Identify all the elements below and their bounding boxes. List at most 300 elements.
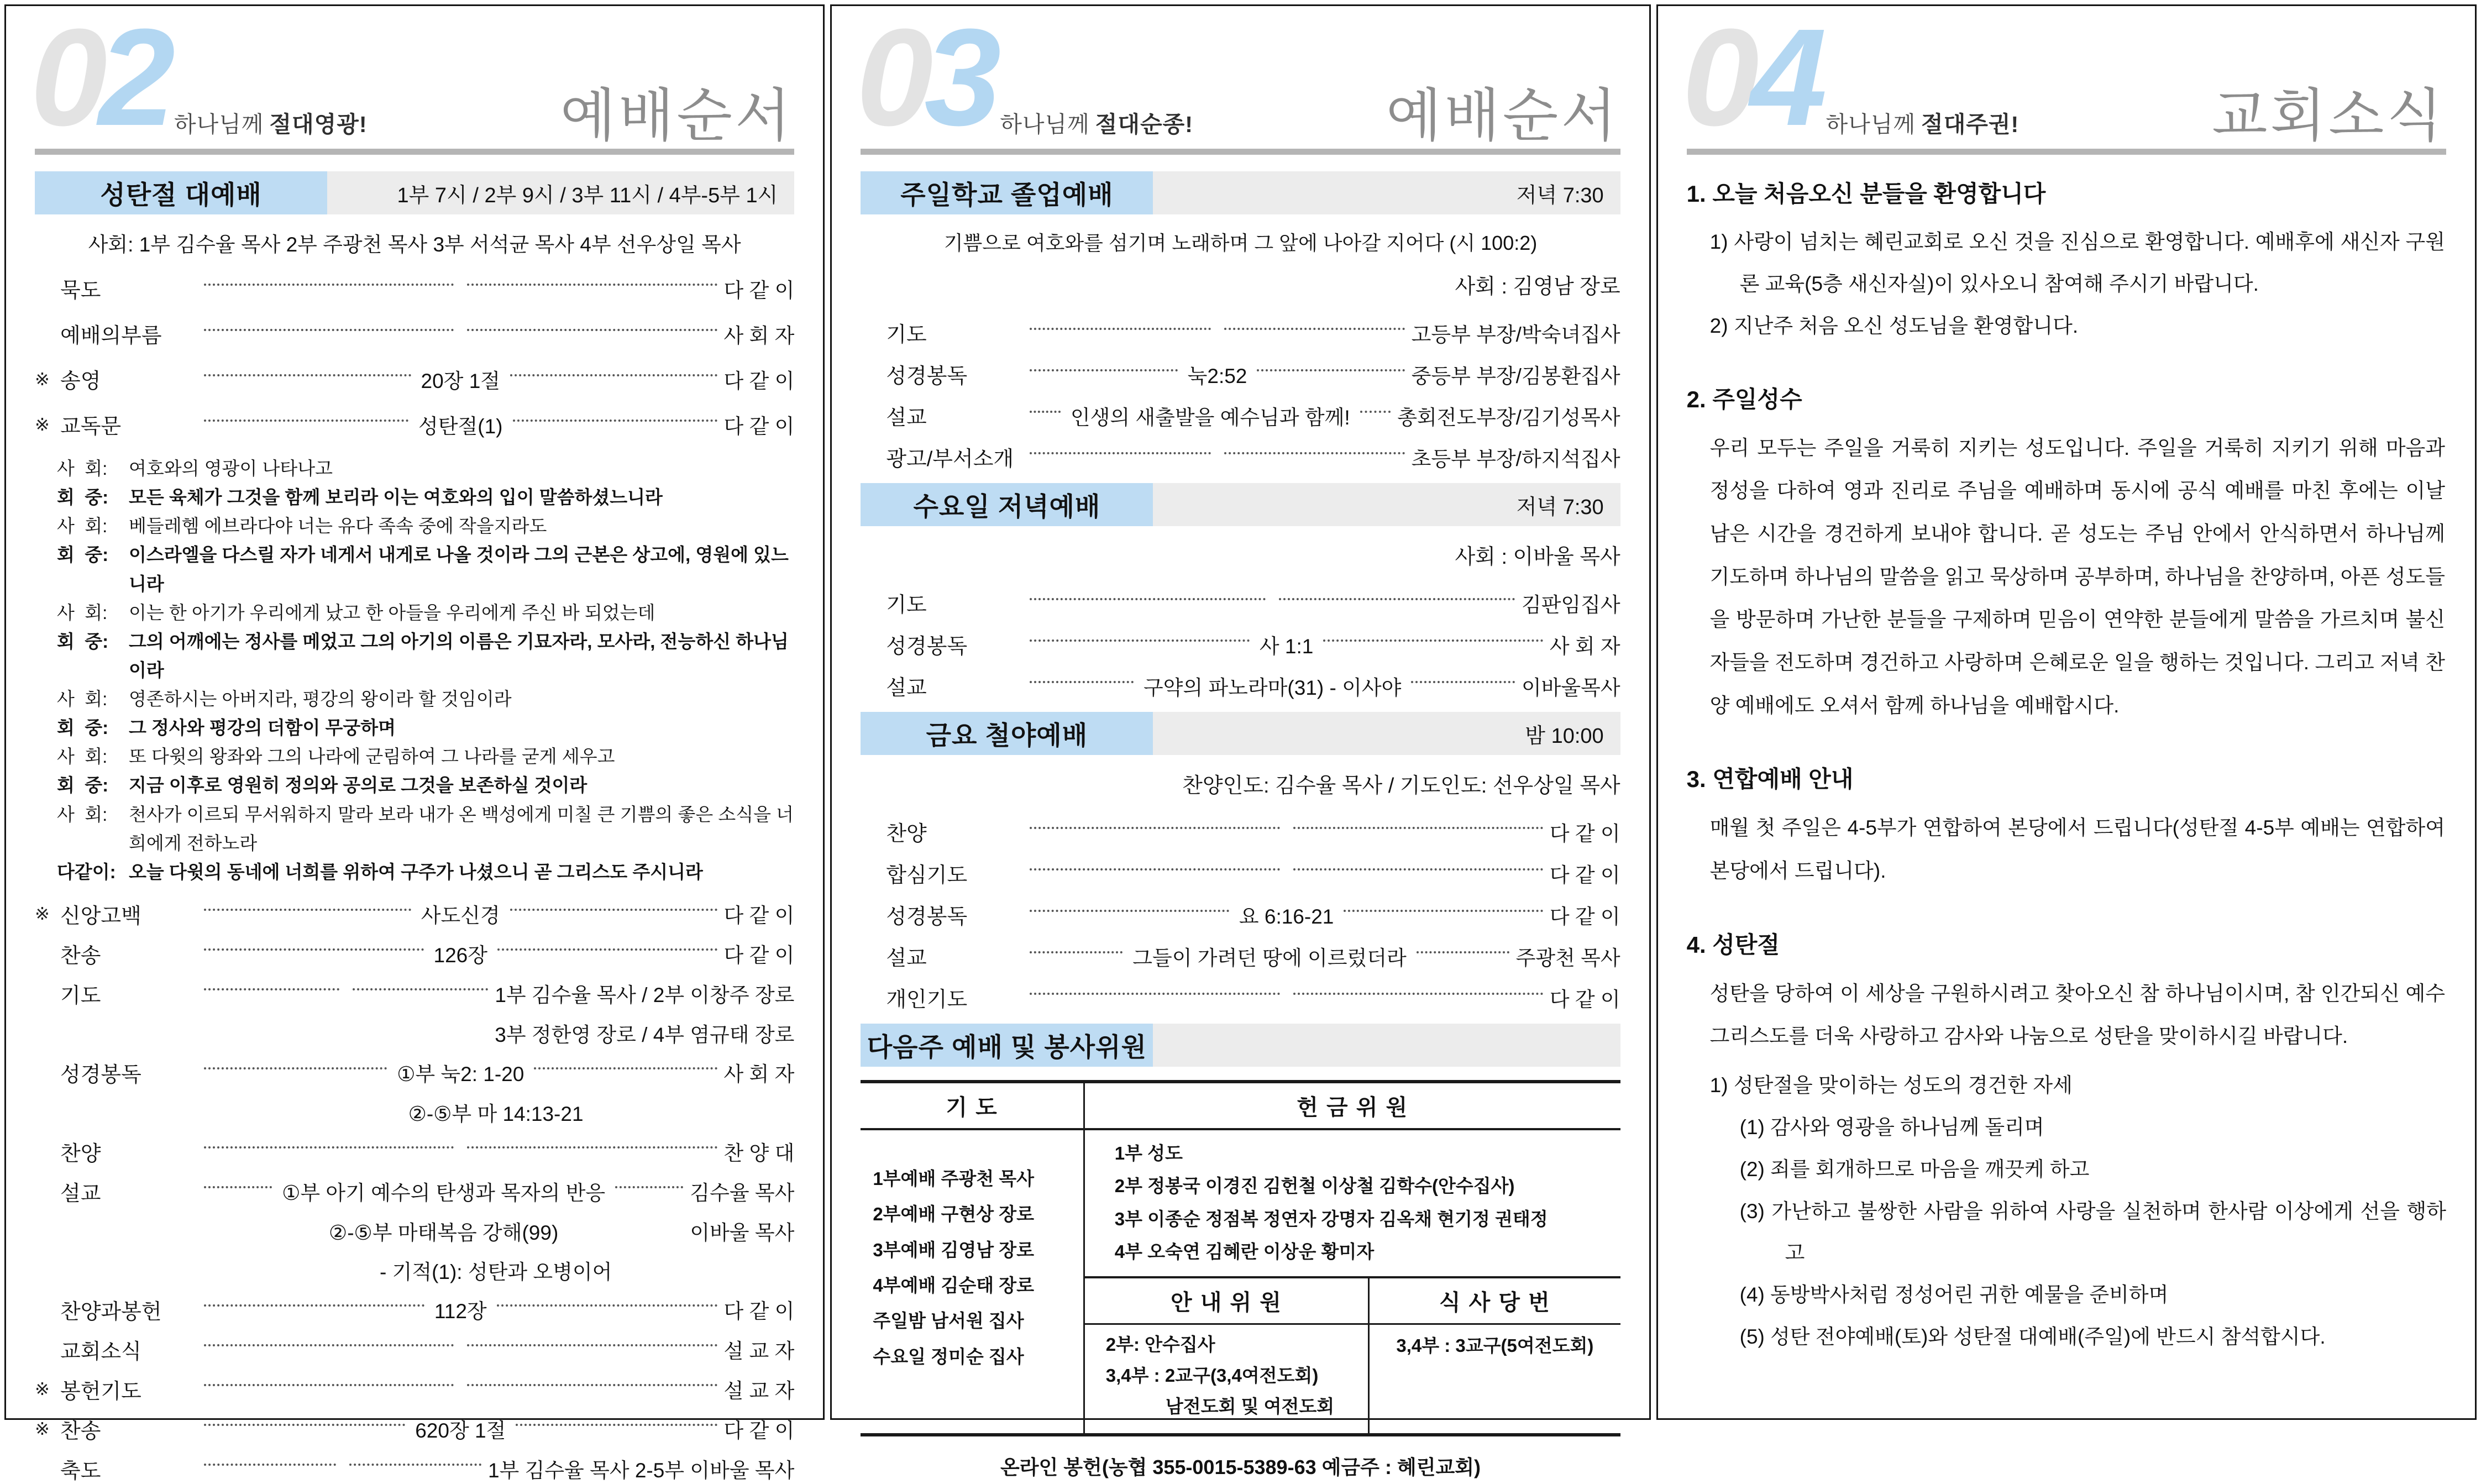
order-person: 김수율 목사 xyxy=(690,1182,795,1205)
stand-mark: ※ xyxy=(35,1379,50,1399)
section-heading-christmas-service xyxy=(35,171,794,214)
reading-speaker: 회 중: xyxy=(57,631,109,652)
order-label: 설교 xyxy=(886,677,927,700)
order-person: 다 같 이 xyxy=(1549,905,1620,928)
tagline xyxy=(174,106,368,139)
dot-leader xyxy=(467,1344,717,1346)
dot-leader xyxy=(1411,681,1515,683)
reading-line xyxy=(57,599,794,627)
announcement-sub-sub-item: (2) 죄를 회개하므로 마음을 깨끗케 하고 xyxy=(1739,1157,2090,1181)
reading-speaker: 다같이: xyxy=(57,861,116,882)
order-label: 성경봉독 xyxy=(886,365,968,388)
dot-leader xyxy=(204,1146,454,1149)
order-label: 설교 xyxy=(886,947,927,970)
dot-leader xyxy=(204,284,454,286)
announcement xyxy=(1687,176,2446,347)
order-row xyxy=(35,1176,794,1207)
dot-leader xyxy=(1030,452,1210,454)
usher-line: 2부: 안수집사 xyxy=(1105,1334,1215,1355)
dot-leader xyxy=(1224,328,1405,330)
dot-leader xyxy=(1293,868,1543,871)
announcement-sub-sub-item: (3) 가난하고 불쌍한 사람을 위하여 사랑을 실천하며 한사람 이상에게 선을 행하고 xyxy=(1739,1199,2446,1265)
order-detail: 요 6:16-21 xyxy=(1239,905,1334,928)
order-person: 다 같 이 xyxy=(723,279,795,302)
order-row xyxy=(861,899,1620,930)
order-row-group xyxy=(35,1176,794,1285)
reading-text: 또 다윗의 왕좌와 그의 나라에 군림하여 그 나라를 굳게 세우고 xyxy=(129,746,615,767)
tagline xyxy=(1826,106,2020,139)
reading-line xyxy=(57,800,794,858)
column-header-meal: 식 사 당 번 xyxy=(1370,1278,1620,1325)
dot-leader xyxy=(516,1424,717,1426)
reading-speaker: 회 중: xyxy=(57,717,109,738)
order-detail: 620장 1절 xyxy=(415,1419,506,1443)
prayer-line: 수요일 정미순 집사 xyxy=(873,1346,1024,1367)
section-presider: 사회 : 김영남 장로 xyxy=(1455,275,1620,298)
page-number-digit: 2 xyxy=(98,0,167,154)
tagline-pre: 하나님께 xyxy=(1000,112,1090,137)
page-number-zero: 0 xyxy=(30,0,99,154)
page-number-digit: 3 xyxy=(924,0,993,154)
section-time: 밤 10:00 xyxy=(1153,712,1620,755)
reading-line xyxy=(57,541,794,598)
service-section xyxy=(861,171,1620,472)
reading-text: 이는 한 아기가 우리에게 났고 한 아들을 우리에게 주신 바 되었는데 xyxy=(129,602,655,623)
dot-leader xyxy=(204,1464,336,1466)
section-heading xyxy=(861,171,1620,214)
section-verse: 기쁨으로 여호와를 섬기며 노래하며 그 앞에 나아갈 지어다 (시 100:2) xyxy=(943,232,1538,254)
prayer-line: 4부예배 김순태 장로 xyxy=(873,1275,1035,1296)
column-header-usher: 안 내 위 원 xyxy=(1085,1278,1370,1325)
order-label: 성경봉독 xyxy=(886,905,968,929)
order-detail: 126장 xyxy=(433,944,488,967)
prayer-cell xyxy=(861,1130,1084,1433)
meal-cell xyxy=(1370,1325,1620,1433)
section-heading-committee xyxy=(861,1024,1620,1067)
column-header-prayer: 기 도 xyxy=(861,1083,1084,1130)
order-detail: 눅2:52 xyxy=(1187,364,1247,387)
order-person: 김판임집사 xyxy=(1521,593,1620,616)
dot-leader xyxy=(204,1067,387,1069)
order-rows-bottom xyxy=(35,899,794,1484)
announcement-sub-item: 1) 사랑이 넘치는 혜린교회로 오신 것을 진심으로 환영합니다. 예배후에 새신자 구원론 교육(5층 새신자실)이 있사오니 참여해 주시기 바랍니다. xyxy=(1709,230,2445,295)
stand-mark: ※ xyxy=(35,414,50,434)
committee-table xyxy=(861,1080,1620,1436)
dot-leader xyxy=(497,1304,717,1307)
dot-leader xyxy=(204,1384,454,1386)
prayer-line: 1부예배 주광천 목사 xyxy=(873,1168,1035,1189)
announcement xyxy=(1687,927,2446,1358)
order-detail: 112장 xyxy=(434,1300,487,1323)
announcement-sub-sub-item: (1) 감사와 영광을 하나님께 돌리며 xyxy=(1739,1115,2044,1139)
subline-detail: - 기적(1): 성탄과 오병이어 xyxy=(379,1260,612,1283)
order-label: 성경봉독 xyxy=(60,1063,141,1087)
order-row xyxy=(35,899,794,929)
stand-mark: ※ xyxy=(35,369,50,389)
order-label: 개인기도 xyxy=(886,988,968,1011)
reading-speaker: 사 회: xyxy=(57,602,108,623)
order-row xyxy=(861,858,1620,888)
dot-leader xyxy=(204,1186,272,1188)
reading-text: 모든 육체가 그것을 함께 보리라 이는 여호와의 입이 말씀하셨느니라 xyxy=(129,487,663,508)
reading-text: 그 정사와 평강의 더함이 무궁하며 xyxy=(129,717,396,738)
announcement xyxy=(1687,761,2446,892)
panel-church-news-04 xyxy=(1656,0,2477,1420)
page-number xyxy=(30,0,167,154)
reading-line xyxy=(57,512,794,541)
reading-line xyxy=(57,858,794,887)
order-row xyxy=(35,1454,794,1484)
order-label: 찬양 xyxy=(60,1142,101,1166)
section-title: 수요일 저녁예배 xyxy=(861,483,1153,526)
reading-speaker: 사 회: xyxy=(57,689,108,709)
announcement-title: 3. 연합예배 안내 xyxy=(1686,766,1854,793)
page-number xyxy=(1682,0,1818,154)
order-label: 찬송 xyxy=(60,944,101,968)
reading-text: 천사가 이르되 무서워하지 말라 보라 내가 온 백성에게 미칠 큰 기쁨의 좋은 소식을 너희에게 전하노라 xyxy=(129,804,794,853)
section-time xyxy=(1153,1024,1620,1067)
order-label: 광고/부서소개 xyxy=(886,448,1014,471)
panel-header xyxy=(30,0,794,154)
reading-speaker: 사 회: xyxy=(57,458,108,479)
order-row-group xyxy=(35,978,794,1048)
tagline-bold: 절대주권! xyxy=(1921,112,2020,137)
order-label: 찬양 xyxy=(886,822,927,846)
order-row xyxy=(861,982,1620,1013)
tagline-bold: 절대순종! xyxy=(1095,112,1193,137)
dot-leader xyxy=(615,1186,683,1188)
dot-leader xyxy=(497,948,717,951)
order-person: 다 같 이 xyxy=(723,415,795,438)
order-person: 1부 김수율 목사 / 2부 이창주 장로 xyxy=(495,984,795,1007)
dot-leader xyxy=(204,988,339,990)
order-person: 중등부 부장/김봉환집사 xyxy=(1411,364,1620,387)
reading-line xyxy=(57,771,794,800)
order-row xyxy=(35,1294,794,1325)
usher-line: 남전도회 및 여전도회 xyxy=(1105,1396,1335,1417)
tagline-pre: 하나님께 xyxy=(174,112,264,137)
page-number-zero: 0 xyxy=(1682,0,1750,154)
order-label: 묵도 xyxy=(60,279,101,302)
usher-cell xyxy=(1085,1325,1370,1433)
order-person: 1부 김수율 목사 2-5부 이바울 목사 xyxy=(487,1459,795,1482)
dot-leader xyxy=(1293,993,1543,995)
order-detail: 사도신경 xyxy=(421,904,500,927)
order-label: 찬송 xyxy=(60,1419,101,1443)
order-row xyxy=(35,1414,794,1444)
announcement-title: 4. 성탄절 xyxy=(1686,931,1780,958)
subline-person: 3부 정한영 장로 / 4부 염규태 장로 xyxy=(495,1023,795,1046)
dot-leader xyxy=(1257,369,1404,371)
reading-line xyxy=(57,685,794,714)
section-title: 주일학교 졸업예배 xyxy=(861,171,1153,214)
panel-header xyxy=(1682,0,2446,154)
page-title: 예배순서 xyxy=(560,85,794,148)
reading-line xyxy=(57,483,794,512)
announcement-sub-group xyxy=(1687,221,2446,305)
reading-text: 영존하시는 아버지라, 평강의 왕이라 할 것임이라 xyxy=(129,689,512,709)
announcement-sub-item: 1) 성탄절을 맞이하는 성도의 경건한 자세 xyxy=(1709,1074,2073,1097)
dot-leader xyxy=(1030,639,1250,642)
reading-speaker: 회 중: xyxy=(57,487,109,508)
order-detail: 구약의 파노라마(31) - 이사야 xyxy=(1143,676,1402,699)
order-row xyxy=(861,359,1620,389)
order-person: 설 교 자 xyxy=(723,1380,795,1403)
dot-leader xyxy=(204,1344,454,1346)
reading-text: 여호와의 영광이 나타나고 xyxy=(129,458,333,479)
order-row-group xyxy=(35,899,794,929)
order-person: 다 같 이 xyxy=(1549,988,1620,1011)
reading-line xyxy=(57,454,794,483)
order-row-group xyxy=(35,1334,794,1365)
dot-leader xyxy=(467,284,717,286)
reading-line xyxy=(57,742,794,771)
panel-worship-order-02 xyxy=(4,0,825,1483)
order-row xyxy=(861,941,1620,971)
dot-leader xyxy=(1030,411,1061,413)
service-section xyxy=(861,712,1620,1013)
order-row xyxy=(35,364,794,394)
order-label: 교독문 xyxy=(60,415,122,438)
order-label: 기도 xyxy=(60,984,101,1008)
subline-detail: ②-⑤부 마 14:13-21 xyxy=(408,1102,584,1125)
order-label: 기도 xyxy=(886,594,927,617)
order-detail: 성탄절(1) xyxy=(418,415,503,438)
order-label: 설교 xyxy=(60,1182,101,1205)
dot-leader xyxy=(510,909,717,911)
order-subline xyxy=(35,1097,794,1127)
service-section xyxy=(861,483,1620,701)
section-time: 1부 7시 / 2부 9시 / 3부 11시 / 4부-5부 1시 xyxy=(327,171,794,214)
order-person: 사 회 자 xyxy=(723,1063,795,1086)
page-title: 예배순서 xyxy=(1386,85,1619,148)
reading-line xyxy=(57,627,794,685)
order-row xyxy=(35,273,794,303)
offering-line: 3부 이종순 정점복 정연자 강명자 김옥채 현기정 권태정 xyxy=(1114,1208,1548,1229)
dot-leader xyxy=(1360,411,1391,413)
offering-line: 2부 정봉국 이경진 김헌철 이상철 김학수(안수집사) xyxy=(1114,1176,1515,1197)
dot-leader xyxy=(534,1067,717,1069)
order-row xyxy=(861,816,1620,847)
page-number xyxy=(856,0,993,154)
panel-header xyxy=(856,0,1620,154)
reading-text: 오늘 다윗의 동네에 너희를 위하여 구주가 나셨으니 곧 그리스도 주시니라 xyxy=(129,861,703,882)
subline-detail: ②-⑤부 마태복음 강해(99) xyxy=(329,1221,559,1244)
stand-mark: ※ xyxy=(35,904,50,924)
order-label: 합심기도 xyxy=(886,864,968,887)
order-row xyxy=(35,1334,794,1365)
order-row xyxy=(861,442,1620,472)
order-row-group xyxy=(35,1414,794,1444)
dot-leader xyxy=(353,988,488,990)
order-detail: 20장 1절 xyxy=(421,369,501,392)
announcement-sub-sub-item: (4) 동방박사처럼 정성어린 귀한 예물을 준비하며 xyxy=(1739,1283,2169,1307)
order-person: 이바울목사 xyxy=(1521,676,1620,699)
dot-leader xyxy=(204,1424,405,1426)
announcement xyxy=(1687,381,2446,727)
order-person: 설 교 자 xyxy=(723,1340,795,1363)
offering-line: 1부 성도 xyxy=(1114,1143,1183,1163)
order-label: 성경봉독 xyxy=(886,635,968,658)
section-presider: 찬양인도: 김수율 목사 / 기도인도: 선우상일 목사 xyxy=(1182,774,1620,798)
order-label: 설교 xyxy=(886,406,927,429)
section-title: 성탄절 대예배 xyxy=(35,171,327,214)
order-row-group xyxy=(35,1374,794,1404)
order-row xyxy=(35,1374,794,1404)
dot-leader xyxy=(1417,951,1509,953)
dot-leader xyxy=(467,329,717,331)
dot-leader xyxy=(1030,827,1279,829)
order-label: 예배의부름 xyxy=(60,324,162,348)
announcement-title: 1. 오늘 처음오신 분들을 환영합니다 xyxy=(1686,181,2046,207)
order-row xyxy=(35,1136,794,1167)
order-person: 찬 양 대 xyxy=(723,1142,795,1165)
order-label: 봉헌기도 xyxy=(60,1380,141,1403)
order-row xyxy=(35,978,794,1009)
reading-speaker: 사 회: xyxy=(57,804,108,825)
order-label: 송영 xyxy=(60,370,101,393)
offering-cell xyxy=(1085,1130,1620,1278)
order-detail: ①부 아기 예수의 탄생과 목자의 반응 xyxy=(282,1182,606,1205)
order-row xyxy=(861,317,1620,348)
reading-speaker: 회 중: xyxy=(57,544,109,565)
dot-leader xyxy=(1279,598,1515,600)
order-row-group xyxy=(35,1294,794,1325)
page-number-digit: 4 xyxy=(1750,0,1818,154)
tagline-bold: 절대영광! xyxy=(269,112,368,137)
order-subline xyxy=(35,1255,794,1285)
presider-line: 사회: 1부 김수율 목사 2부 주광천 목사 3부 서석균 목사 4부 선우상일 목사 xyxy=(88,233,741,256)
order-person: 총회전도부장/김기성목사 xyxy=(1397,406,1620,429)
reading-speaker: 사 회: xyxy=(57,746,108,767)
announcement-sub-item: 2) 지난주 처음 오신 성도님을 환영합니다. xyxy=(1709,314,2079,337)
reading-text: 그의 어깨에는 정사를 메었고 그의 아기의 이름은 기묘자라, 모사라, 전능하신 하나님이라 xyxy=(129,631,789,680)
dot-leader xyxy=(349,1464,481,1466)
reading-speaker: 회 중: xyxy=(57,775,109,796)
online-offering-footer: 온라인 봉헌(농협 355-0015-5389-63 예금주 : 혜린교회) xyxy=(1000,1455,1481,1478)
order-person: 사 회 자 xyxy=(1549,634,1620,658)
stand-mark: ※ xyxy=(35,1419,50,1439)
meal-line: 3,4부 : 3교구(5여전도회) xyxy=(1396,1335,1594,1356)
order-person: 다 같 이 xyxy=(1549,822,1620,845)
order-subline xyxy=(35,1018,794,1048)
responsive-reading xyxy=(35,454,794,887)
order-row-group xyxy=(35,1136,794,1167)
dot-leader xyxy=(204,909,411,911)
order-row xyxy=(861,670,1620,701)
section-presider: 사회 : 이바울 목사 xyxy=(1455,546,1620,569)
order-row-group xyxy=(35,1057,794,1127)
prayer-line: 3부예배 김영남 장로 xyxy=(873,1239,1035,1260)
announcement-body: 성탄을 당하여 이 세상을 구원하시려고 찾아오신 참 하나님이시며, 참 인간되신 예수 그리스도를 더욱 사랑하고 감사와 나눔으로 성탄을 맞이하시길 바랍니다. xyxy=(1709,982,2445,1048)
order-detail: ①부 눅2: 1-20 xyxy=(397,1063,524,1086)
dot-leader xyxy=(204,948,424,951)
dot-leader xyxy=(1224,452,1405,454)
announcement-sub-group xyxy=(1687,305,2446,347)
announcement-sub-group xyxy=(1687,1065,2446,1358)
subline-person: 이바울 목사 xyxy=(690,1221,795,1244)
dot-leader xyxy=(1344,910,1543,912)
tagline xyxy=(1000,106,1193,139)
reading-speaker: 사 회: xyxy=(57,516,108,537)
dot-leader xyxy=(510,374,717,376)
order-label: 기도 xyxy=(886,323,927,347)
order-label: 신앙고백 xyxy=(60,904,141,928)
section-heading xyxy=(861,483,1620,526)
panel-worship-order-03 xyxy=(830,0,1650,1478)
order-label: 축도 xyxy=(60,1459,101,1483)
order-detail: 그들이 가려던 땅에 이르렀더라 xyxy=(1132,946,1407,969)
dot-leader xyxy=(1030,868,1279,871)
dot-leader xyxy=(204,419,408,422)
reading-text: 지금 이후로 영원히 정의와 공의로 그것을 보존하실 것이라 xyxy=(129,775,588,796)
dot-leader xyxy=(1030,328,1210,330)
dot-leader xyxy=(467,1146,717,1149)
prayer-line: 2부예배 구현상 장로 xyxy=(873,1204,1035,1225)
order-row xyxy=(861,400,1620,431)
order-detail: 사 1:1 xyxy=(1259,634,1314,658)
order-person: 다 같 이 xyxy=(723,1300,795,1323)
page-title: 교회소식 xyxy=(2212,85,2445,148)
section-time: 저녁 7:30 xyxy=(1153,483,1620,526)
order-detail: 인생의 새출발을 예수님과 함께! xyxy=(1070,406,1350,429)
dot-leader xyxy=(204,329,454,331)
dot-leader xyxy=(1030,951,1123,953)
order-rows-top xyxy=(35,273,794,439)
offering-line: 4부 오숙연 김혜란 이상운 황미자 xyxy=(1114,1241,1375,1262)
dot-leader xyxy=(1030,369,1177,371)
order-person: 사 회 자 xyxy=(723,324,795,347)
dot-leader xyxy=(1323,639,1543,642)
order-person: 다 같 이 xyxy=(1549,863,1620,887)
section-title: 금요 철야예배 xyxy=(861,712,1153,755)
order-label: 교회소식 xyxy=(60,1340,141,1364)
dot-leader xyxy=(204,1304,424,1307)
dot-leader xyxy=(467,1384,717,1386)
reading-text: 베들레헴 에브라다야 너는 유다 족속 중에 작을지라도 xyxy=(129,516,547,537)
announcement-sub-sub-item: (5) 성탄 전야예배(토)와 성탄절 대예배(주일)에 반드시 참석합시다. xyxy=(1739,1325,2326,1349)
order-person: 다 같 이 xyxy=(723,904,795,927)
order-label: 찬양과봉헌 xyxy=(60,1300,162,1324)
prayer-line: 주일밤 남서원 집사 xyxy=(873,1310,1024,1331)
order-person: 초등부 부장/하지석집사 xyxy=(1411,447,1620,470)
order-row-group xyxy=(35,938,794,969)
order-row xyxy=(861,588,1620,618)
announcement-title: 2. 주일성수 xyxy=(1686,386,1802,412)
announcement-body: 매월 첫 주일은 4-5부가 연합하여 본당에서 드립니다(성탄절 4-5부 예배는 연합하여 본당에서 드립니다). xyxy=(1709,816,2445,883)
announcement-body: 우리 모두는 주일을 거룩히 지키는 성도입니다. 주일을 거룩히 지키기 위해 마음과 정성을 다하여 영과 진리로 주님을 예배하며 동시에 공식 예배를 마친 후에는 이날 남은 시간을 경건하게 보내야 합니다. 곧 성도는 주님 안에서 안식하면서 하나님께 기도하며 하나님의 말씀을 읽고 묵상하며 공부하며, 하나님을 찬양하며, 아픈 성도들을 방문하며 가난한 분들을 구제하며 믿음이 연약한 분들에게 말씀을 가르치며 불신자들을 전도하며 경건하고 사랑하며 은혜로운 일을 행하는 것입니다. 그리고 저녁 찬양 예배에도 오셔서 함께 하나님을 예배합시다. xyxy=(1709,436,2445,717)
dot-leader xyxy=(1030,681,1134,683)
order-person: 다 같 이 xyxy=(723,369,795,392)
order-row xyxy=(861,629,1620,659)
column-header-offering: 헌 금 위 원 xyxy=(1085,1083,1620,1130)
usher-line: 3,4부 : 2교구(3,4여전도회) xyxy=(1105,1365,1319,1386)
dot-leader xyxy=(1293,827,1543,829)
order-row xyxy=(35,409,794,439)
section-title: 다음주 예배 및 봉사위원 xyxy=(861,1024,1153,1067)
section-heading xyxy=(861,712,1620,755)
dot-leader xyxy=(1030,993,1279,995)
dot-leader xyxy=(204,374,411,376)
order-row xyxy=(35,318,794,349)
page-number-zero: 0 xyxy=(856,0,925,154)
order-person: 다 같 이 xyxy=(723,1419,795,1443)
reading-line xyxy=(57,714,794,742)
order-row xyxy=(35,1057,794,1088)
order-person: 주광천 목사 xyxy=(1515,946,1620,969)
order-row xyxy=(35,938,794,969)
dot-leader xyxy=(1030,910,1229,912)
